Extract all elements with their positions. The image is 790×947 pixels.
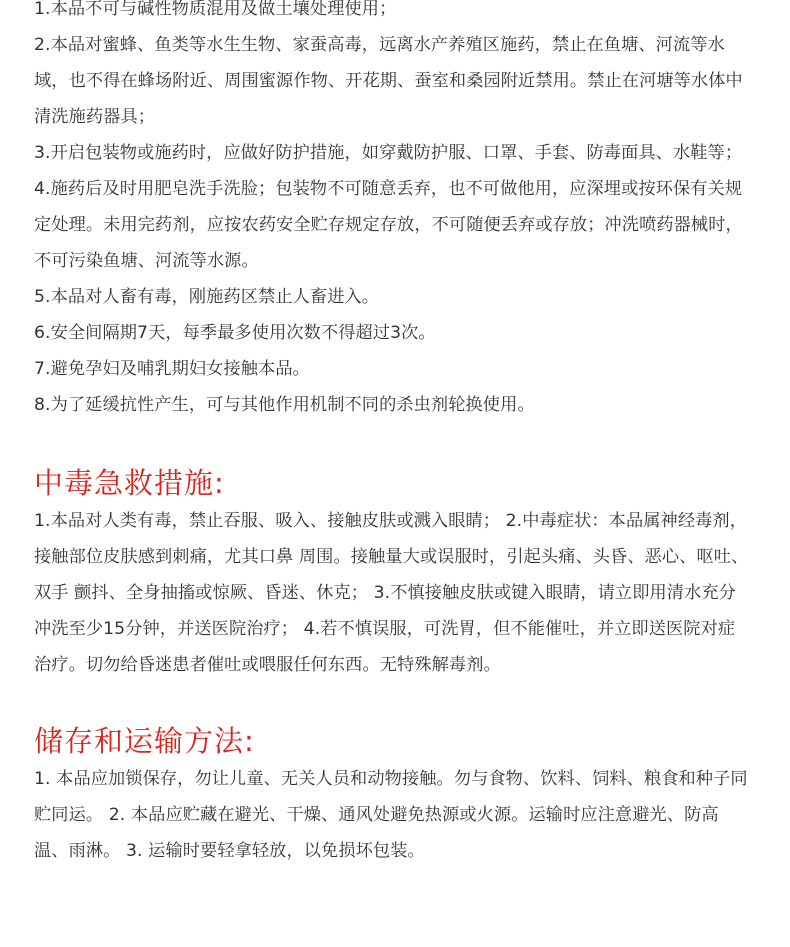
storage-transport-section [0,721,790,869]
precaution-item-6: 6.安全间隔期7天，每季最多使用次数不得超过3次。 [34,323,436,343]
storage-body: 1. 本品应加锁保存，勿让儿童、无关人员和动物接触。勿与食物、饮料、饲料、粮食和种子同贮同运。 2. 本品应贮藏在避光、干燥、通风处避免热源或火源。运输时应注意避光、防高温、雨淋。 3. 运输时要轻拿轻放，以免损坏包装。 [34,769,748,861]
poisoning-heading: 中毒急救措施: [34,466,225,500]
precaution-item-3: 3.开启包装物或施药时，应做好防护措施，如穿戴防护服、口罩、手套、防毒面具、水鞋等； [34,143,743,163]
precaution-item-1: 1.本品不可与碱性物质混用及做土壤处理使用； [34,0,397,19]
precaution-item-4: 4.施药后及时用肥皂洗手洗脸；包装物不可随意丢弃，也不可做他用，应深埋或按环保有关规定处理。未用完药剂，应按农药安全贮存规定存放，不可随便丢弃或存放；冲洗喷药器械时，不可污染鱼塘、河流等水源。 [34,179,743,271]
precaution-item-7: 7.避免孕妇及哺乳期妇女接触本品。 [34,359,310,379]
precaution-item-2: 2.本品对蜜蜂、鱼类等水生生物、家蚕高毒，远离水产养殖区施药，禁止在鱼塘、河流等水域，也不得在蜂场附近、周围蜜源作物、开花期、蚕室和桑园附近禁用。禁止在河塘等水体中清洗施药器具； [34,35,743,127]
precautions-section [0,0,790,423]
precaution-item-5: 5.本品对人畜有毒，刚施药区禁止人畜进入。 [34,287,380,307]
storage-heading: 储存和运输方法: [34,724,255,758]
poisoning-first-aid-section [0,463,790,683]
poisoning-body: 1.本品对人类有毒，禁止吞服、吸入、接触皮肤或溅入眼睛； 2.中毒症状：本品属神经毒剂，接触部位皮肤感到刺痛，尤其口鼻 周围。接触量大或误服时，引起头痛、头昏、恶心、呕吐、双手 颤抖、全身抽搐或惊厥、昏迷、休克； 3.不慎接触皮肤或键入眼睛，请立即用清水充分冲洗至少15分钟，并送医院治疗； 4.若不慎误服，可洗胃，但不能催吐，并立即送医院对症治疗。切勿给昏迷患者催吐或喂服任何东西。无特殊解毒剂。 [34,511,749,675]
precaution-item-8: 8.为了延缓抗性产生，可与其他作用机制不同的杀虫剂轮换使用。 [34,395,535,415]
